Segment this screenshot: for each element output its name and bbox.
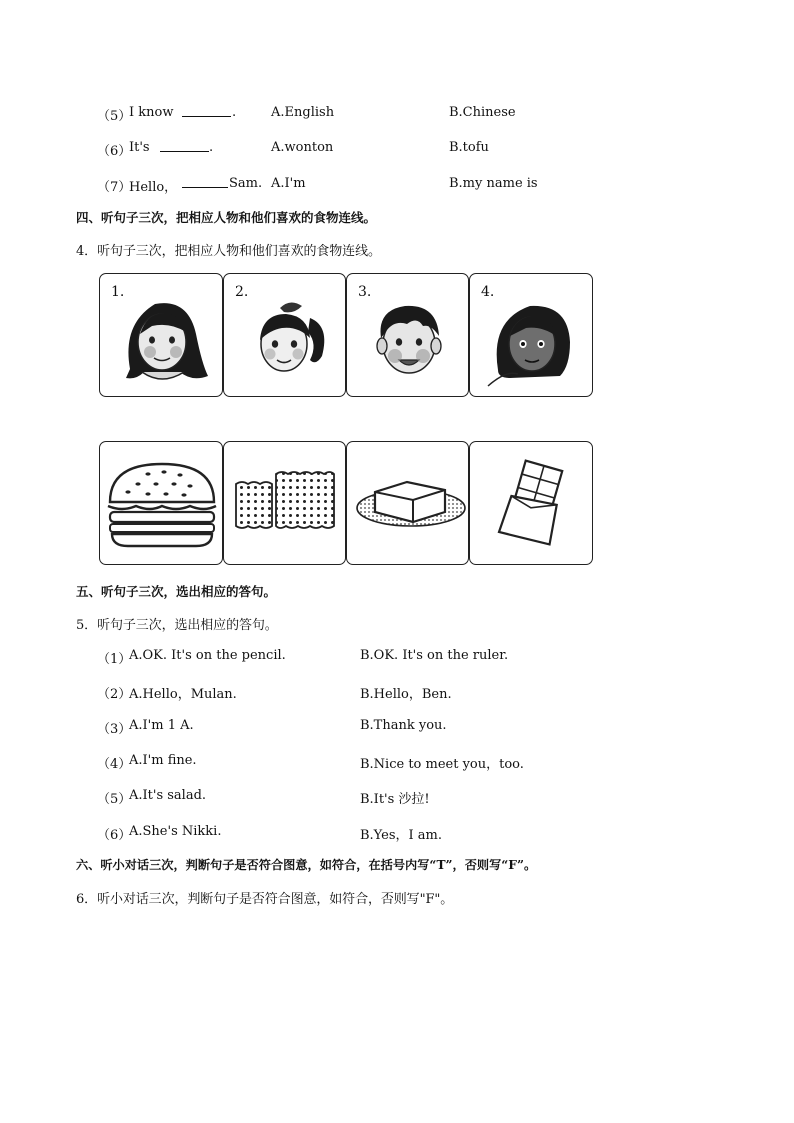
item-stem: Hello，: [129, 180, 178, 195]
item-stem-end: .: [209, 140, 214, 155]
girl-long-hair-icon: [100, 274, 223, 397]
card-number: 1.: [111, 284, 125, 300]
item-number: （5）: [97, 109, 132, 124]
option-b: B.Nice to meet you，too.: [360, 757, 524, 772]
person-card-2[interactable]: [223, 273, 346, 397]
item-number: （5）: [97, 792, 132, 807]
card-number: 4.: [481, 284, 495, 300]
option-a: A.She's Nikki.: [129, 824, 222, 839]
question-6: 6．听小对话三次，判断句子是否符合图意，如符合，否则写"F"。: [76, 892, 454, 907]
food-card-1[interactable]: [99, 441, 223, 565]
item-number: （7）: [97, 180, 132, 195]
option-a: A.wonton: [271, 140, 334, 155]
question-5: 5．听句子三次，选出相应的答句。: [76, 618, 278, 633]
item-stem-end: Sam.: [229, 176, 263, 191]
option-b: B.Yes，I am.: [360, 828, 442, 843]
option-a: A.I'm fine.: [129, 753, 197, 768]
option-b: B.OK. It's on the ruler.: [360, 648, 509, 663]
item-number: （6）: [97, 144, 132, 159]
item-number: （2）: [97, 687, 132, 702]
item-stem: I know: [129, 105, 174, 120]
section-4-header: 四、听句子三次，把相应人物和他们喜欢的食物连线。: [76, 210, 377, 225]
person-card-3[interactable]: [346, 273, 469, 397]
chocolate-icon: [470, 442, 593, 565]
boy-icon: [347, 274, 469, 397]
card-number: 3.: [358, 284, 372, 300]
item-number: （3）: [97, 722, 132, 737]
option-a: A.I'm 1 A.: [129, 718, 194, 733]
item-number: （4）: [97, 757, 132, 772]
answer-blank[interactable]: [160, 140, 209, 156]
answer-blank[interactable]: [182, 176, 228, 192]
option-b: B.tofu: [449, 140, 489, 155]
tofu-icon: [347, 442, 469, 565]
item-number: （1）: [97, 652, 132, 667]
option-a: A.OK. It's on the pencil.: [129, 648, 286, 663]
food-card-2[interactable]: [223, 441, 346, 565]
option-b: B.It's 沙拉!: [360, 792, 430, 807]
girl-ponytail-icon: [224, 274, 346, 397]
option-a: A.Hello，Mulan.: [129, 687, 237, 702]
item-number: （6）: [97, 828, 132, 843]
person-card-4[interactable]: [469, 273, 593, 397]
option-b: B.Hello，Ben.: [360, 687, 452, 702]
item-stem: It's: [129, 140, 150, 155]
food-card-4[interactable]: [469, 441, 593, 565]
crackers-icon: [224, 442, 346, 565]
question-4: 4．听句子三次，把相应人物和他们喜欢的食物连线。: [76, 244, 381, 259]
card-number: 2.: [235, 284, 249, 300]
person-card-1[interactable]: [99, 273, 223, 397]
option-a: A.I'm: [271, 176, 306, 191]
food-card-3[interactable]: [346, 441, 469, 565]
item-stem-end: .: [232, 105, 237, 120]
section-5-header: 五、听句子三次，选出相应的答句。: [76, 584, 277, 599]
hamburger-icon: [100, 442, 223, 565]
option-a: A.It's salad.: [129, 788, 207, 803]
answer-blank[interactable]: [182, 105, 231, 121]
girl-dark-hair-icon: [470, 274, 593, 397]
section-6-header: 六、听小对话三次，判断句子是否符合图意，如符合，在括号内写“T”，否则写“F”。: [76, 858, 537, 872]
option-b: B.Chinese: [449, 105, 516, 120]
option-b: B.Thank you.: [360, 718, 447, 733]
option-a: A.English: [271, 105, 335, 120]
option-b: B.my name is: [449, 176, 538, 191]
